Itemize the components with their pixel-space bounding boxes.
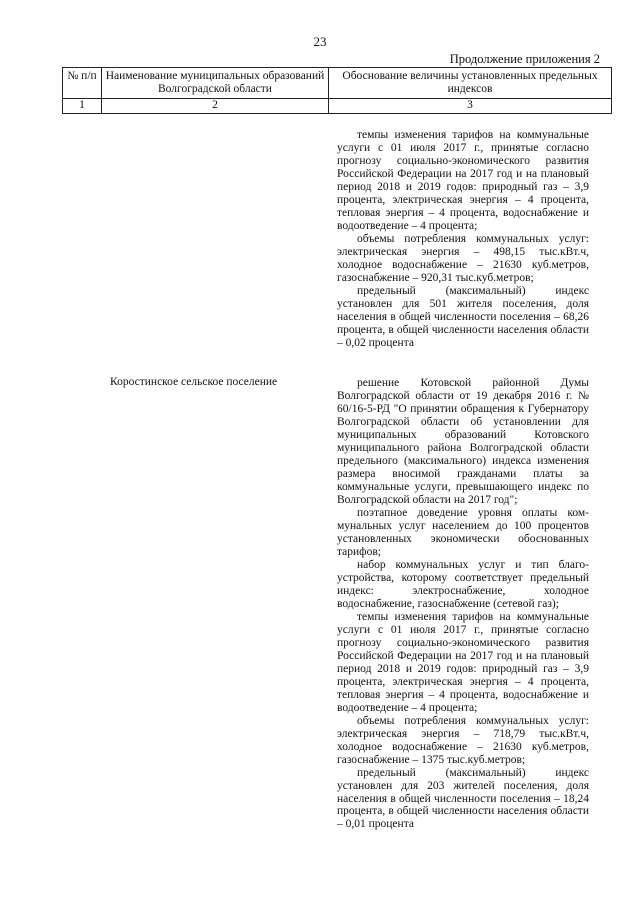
page-number: 23 xyxy=(313,34,327,49)
continuation-label: Продолжение приложения 2 xyxy=(449,52,600,66)
header-col-number: № п/п xyxy=(63,68,102,99)
paragraph: объемы потребления коммунальных услуг: электрическая энергия – 718,79 тыс.кВт.ч, холодное водоснабжение – 21630 куб.метров, газоснабжение – 1375 тыс.куб.метров; xyxy=(337,714,589,766)
paragraph: набор коммунальных услуг и тип благоустройства, которому соответствует предельный индекс: электроснабжение, холодное водоснабжение, газоснабжение (сетевой газ); xyxy=(337,558,589,610)
column-number-2: 2 xyxy=(102,98,329,113)
column-number-3: 3 xyxy=(329,98,612,113)
paragraph: темпы изменения тарифов на коммунальные услуги с 01 июля 2017 г., принятые согласно прогнозу социально-экономического развития Российской Федерации на 2017 год и на плановый период 2018 и 2019 годов: природный газ – 3,9 процента, электрическая энергия – 4 процента, тепловая энергия – 4 процента, водоснабжение и водоотведение – 4 процента; xyxy=(337,610,589,714)
paragraph: предельный (максимальный) индекс установлен для 203 жителей поселения, доля населения в общей численности поселения – 18,24 процента, в общей численности населения области – 0,01 процента xyxy=(337,766,589,831)
paragraph: объемы потребления коммунальных услуг: электрическая энергия – 498,15 тыс.кВт.ч, холодное водоснабжение – 21630 куб.метров, газоснабжение – 920,31 тыс.куб.метров; xyxy=(337,232,589,284)
paragraph: предельный (максимальный) индекс установлен для 501 жителя поселения, доля населения в общей численности поселения – 68,26 процента, в общей численности населения области – 0,02 процента xyxy=(337,284,589,349)
table-header xyxy=(62,67,612,114)
paragraph: решение Котовской районной Думы Волгоградской области от 19 декабря 2016 г. № 60/16-5-РД "О принятии обращения к Губернатору Волгоградской области об установлении для муниципальных образований Котовского муниципального района Волгоградской области предельного (максимального) индекса изменения размера вносимой гражданами платы за коммунальные услуги, превышающего индекс по Волгоградской области на 2017 год"; xyxy=(337,377,589,506)
header-col-justification: Обоснование величины установленных предельных индексов xyxy=(329,68,612,99)
justification-block-previous xyxy=(337,129,589,350)
municipality-name: Коростинское сельское поселение xyxy=(110,376,278,388)
justification-block-korostinskoe xyxy=(337,377,589,831)
paragraph: поэтапное доведение уровня оплаты коммунальных услуг населением до 100 процентов установленных экономически обоснованных тарифов; xyxy=(337,506,589,558)
column-number-1: 1 xyxy=(63,98,102,113)
header-col-municipality: Наименование муниципальных образований Волгоградской области xyxy=(102,68,329,99)
paragraph: темпы изменения тарифов на коммунальные услуги с 01 июля 2017 г., принятые согласно прогнозу социально-экономического развития Российской Федерации на 2017 год и на плановый период 2018 и 2019 годов: природный газ – 3,9 процента, электрическая энергия – 4 процента, тепловая энергия – 4 процента, водоснабжение и водоотведение – 4 процента; xyxy=(337,129,589,232)
